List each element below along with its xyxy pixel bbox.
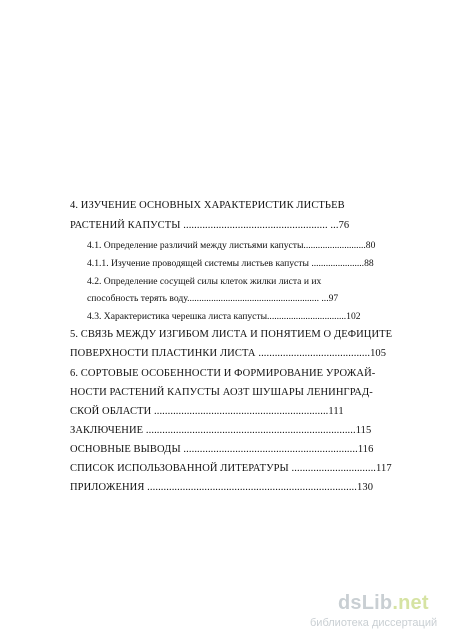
toc-entry: ПОВЕРХНОСТИ ПЛАСТИНКИ ЛИСТА .........................................105 — [70, 348, 387, 359]
toc-entry: 4.2. Определение сосущей силы клеток жилки листа и их — [87, 276, 322, 287]
watermark-subtitle: библиотека диссертаций — [310, 617, 438, 629]
toc-entry: РАСТЕНИЙ КАПУСТЫ ..................................................... ...76 — [70, 220, 350, 231]
toc-entry: ЗАКЛЮЧЕНИЕ .............................................................................115 — [70, 425, 372, 436]
toc-entry: ПРИЛОЖЕНИЯ .............................................................................130 — [70, 482, 374, 493]
toc-entry: СКОЙ ОБЛАСТИ ................................................................111 — [70, 406, 344, 417]
toc-entry: 6. СОРТОВЫЕ ОСОБЕННОСТИ И ФОРМИРОВАНИЕ УРОЖАЙ- — [70, 368, 376, 379]
toc-entry: 4.1.1. Изучение проводящей системы листьев капусты ......................88 — [87, 258, 374, 269]
toc-entry: 4. ИЗУЧЕНИЕ ОСНОВНЫХ ХАРАКТЕРИСТИК ЛИСТЬЕВ — [70, 200, 345, 211]
toc-entry: СПИСОК ИСПОЛЬЗОВАННОЙ ЛИТЕРАТУРЫ ...............................117 — [70, 463, 392, 474]
toc-entry: НОСТИ РАСТЕНИЙ КАПУСТЫ АОЗТ ШУШАРЫ ЛЕНИНГРАД- — [70, 387, 373, 398]
toc-entry: ОСНОВНЫЕ ВЫВОДЫ ................................................................116 — [70, 444, 374, 455]
toc-entry: 4.3. Характеристика черешка листа капусты.................................102 — [87, 311, 361, 322]
toc-entry: способность терять воду....................................................... ...97 — [87, 293, 339, 304]
toc-entry: 5. СВЯЗЬ МЕЖДУ ИЗГИБОМ ЛИСТА И ПОНЯТИЕМ О ДЕФИЦИТЕ — [70, 329, 393, 340]
watermark-logo: dsLib.net — [338, 592, 429, 614]
toc-entry: 4.1. Определение различий между листьями капусты..........................80 — [87, 240, 376, 251]
